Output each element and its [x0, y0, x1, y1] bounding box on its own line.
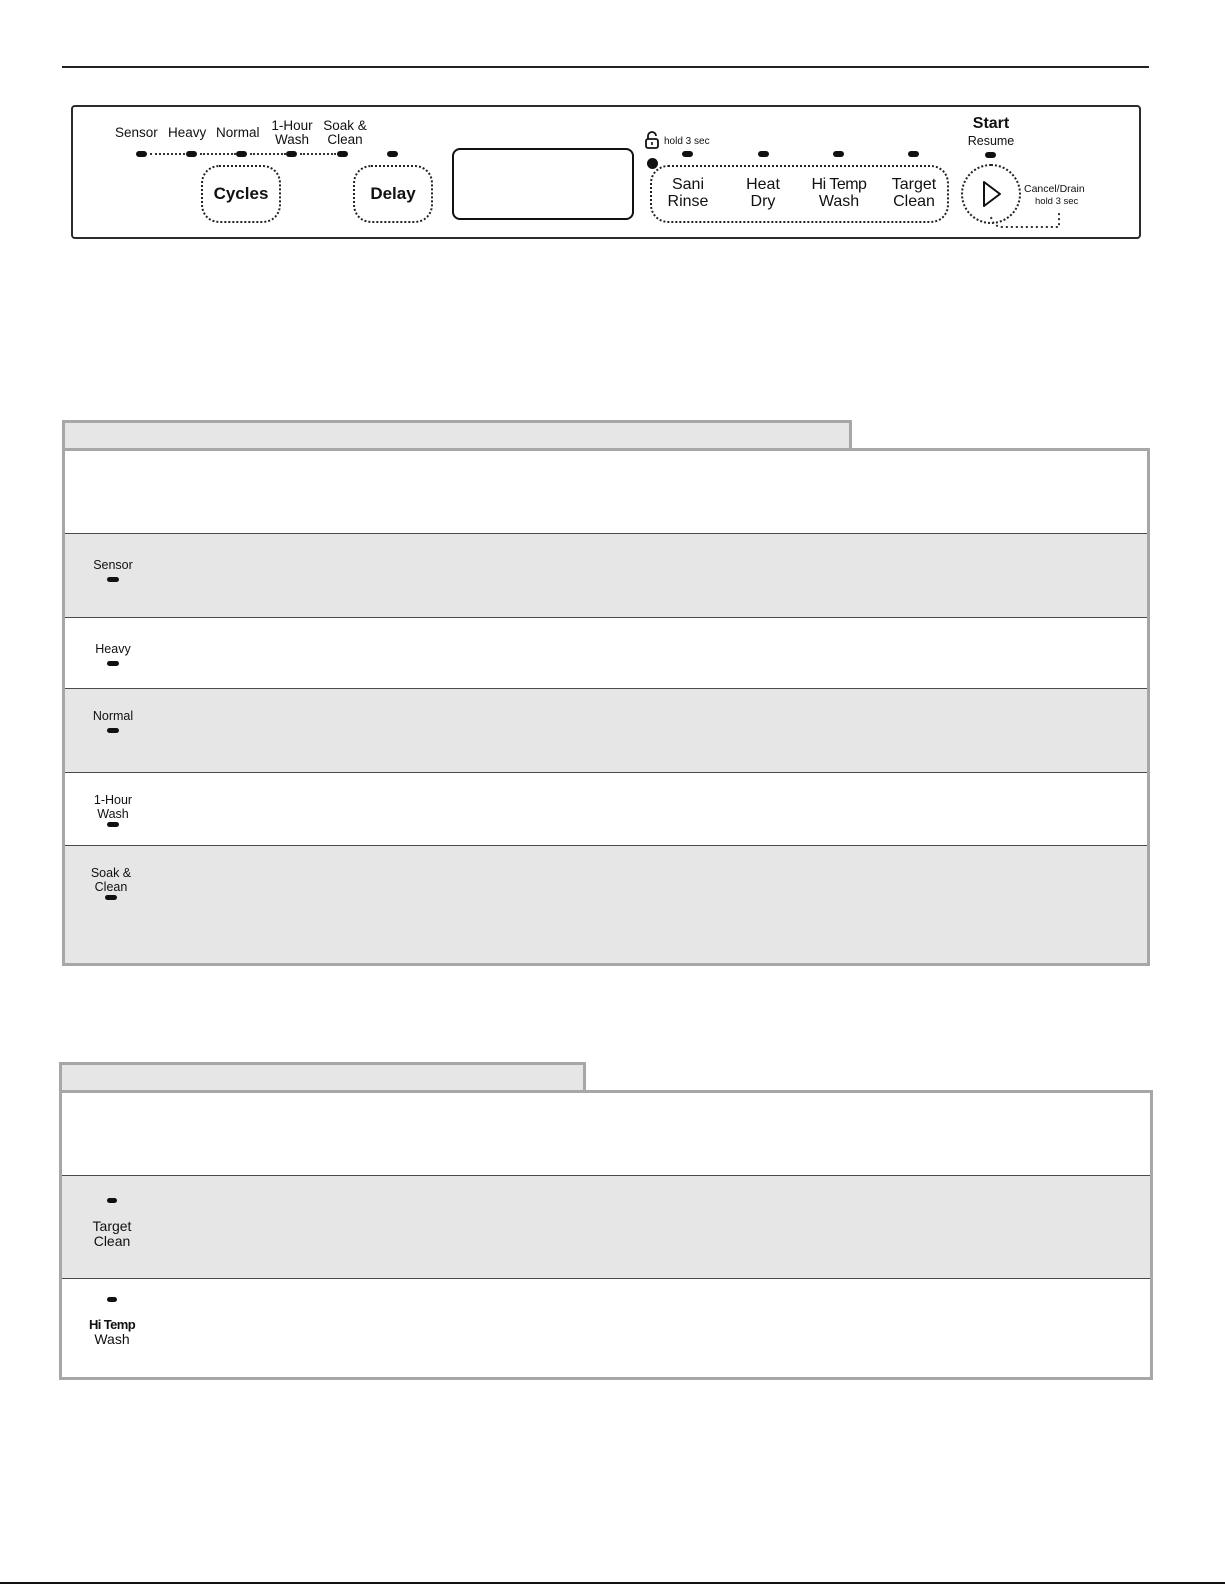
hi-temp-wash-line1: Hi Temp [811, 176, 867, 193]
cycle-1hour-icon [85, 793, 141, 827]
cycle-normal-icon [85, 709, 141, 733]
table-row [65, 845, 1147, 963]
sani-rinse-button[interactable] [658, 176, 718, 210]
hi-temp-wash-line2: Wash [818, 193, 860, 210]
led-heavy [186, 151, 197, 157]
cycle-label-normal: Normal [216, 125, 260, 140]
cycle-heavy-icon [85, 642, 141, 666]
cycle-soak-icon [83, 866, 139, 900]
cycle-name: 1-Hour [93, 793, 133, 807]
resume-label: Resume [967, 134, 1015, 148]
target-clean-line2: Clean [893, 193, 935, 210]
connector-dots [300, 153, 336, 155]
led-icon [107, 1198, 117, 1203]
option-name-line2: Wash [94, 1331, 130, 1347]
heat-dry-line1: Heat [746, 176, 780, 193]
heat-dry-button[interactable] [733, 176, 793, 210]
table-row [65, 533, 1147, 617]
top-rule [62, 66, 1149, 68]
cycles-table-tab [62, 420, 852, 451]
led-sani-rinse [682, 151, 693, 157]
option-name: Target [92, 1218, 132, 1234]
led-target-clean [908, 151, 919, 157]
sani-rinse-line1: Sani [671, 176, 705, 193]
cycle-name: Normal [92, 709, 134, 723]
led-icon [107, 577, 119, 582]
cycle-sensor-icon [85, 558, 141, 582]
cycle-label-sensor: Sensor [115, 125, 158, 140]
cycles-button[interactable]: Cycles [201, 165, 281, 223]
cycle-label-1hour-line1: 1-Hour [271, 118, 313, 133]
connector-dots [150, 153, 185, 155]
cycle-name-line2: Clean [94, 880, 128, 894]
led-icon [107, 822, 119, 827]
connector-dots [200, 153, 236, 155]
cycle-name: Heavy [95, 642, 131, 656]
heat-dry-line2: Dry [750, 193, 776, 210]
led-sensor [136, 151, 147, 157]
table-header-row [62, 1093, 1150, 1175]
options-table-tab [59, 1062, 586, 1093]
table-row [65, 617, 1147, 688]
led-icon [107, 1297, 117, 1302]
connector-dots [250, 153, 286, 155]
cycle-label-heavy: Heavy [168, 125, 207, 140]
cycle-name: Sensor [93, 558, 133, 572]
table-header-row [65, 451, 1147, 533]
led-icon [107, 728, 119, 733]
led-soak [337, 151, 348, 157]
cycle-label-soak [322, 119, 368, 147]
led-normal [236, 151, 247, 157]
target-clean-button[interactable] [881, 176, 947, 210]
hi-temp-wash-button[interactable] [804, 176, 874, 210]
cycle-label-soak-line1: Soak & [323, 118, 367, 133]
options-table [59, 1090, 1153, 1380]
cycle-name: Soak & [90, 866, 132, 880]
led-start [985, 152, 996, 158]
option-name: Hi Temp [88, 1317, 136, 1332]
led-icon [105, 895, 117, 900]
cycle-name-line2: Wash [97, 807, 129, 821]
target-clean-line1: Target [891, 176, 937, 193]
cycles-table [62, 448, 1150, 966]
table-row [65, 688, 1147, 772]
delay-button[interactable]: Delay [353, 165, 433, 223]
display-window [452, 148, 634, 220]
led-delay [387, 151, 398, 157]
led-hi-temp-wash [833, 151, 844, 157]
led-icon [107, 661, 119, 666]
lock-indicator-dot [647, 158, 658, 169]
control-panel [71, 105, 1141, 239]
led-1hour [286, 151, 297, 157]
cycle-label-soak-line2: Clean [327, 132, 363, 147]
sani-rinse-line2: Rinse [667, 193, 709, 210]
led-heat-dry [758, 151, 769, 157]
table-row [62, 1175, 1150, 1278]
cycle-label-1hour [270, 119, 314, 147]
option-hi-temp-wash-icon [84, 1297, 140, 1347]
lock-icon [644, 131, 660, 149]
cancel-drain-label: Cancel/Drain [1024, 183, 1085, 195]
cancel-connector [989, 205, 1063, 231]
table-row [62, 1278, 1150, 1380]
option-target-clean-icon [84, 1198, 140, 1249]
bottom-rule [0, 1582, 1225, 1584]
table-row [65, 772, 1147, 845]
option-name-line2: Clean [93, 1233, 131, 1249]
start-label: Start [972, 115, 1010, 132]
lock-hint: hold 3 sec [664, 136, 710, 147]
cycle-label-1hour-line2: Wash [274, 132, 309, 147]
cancel-hint: hold 3 sec [1035, 196, 1079, 207]
